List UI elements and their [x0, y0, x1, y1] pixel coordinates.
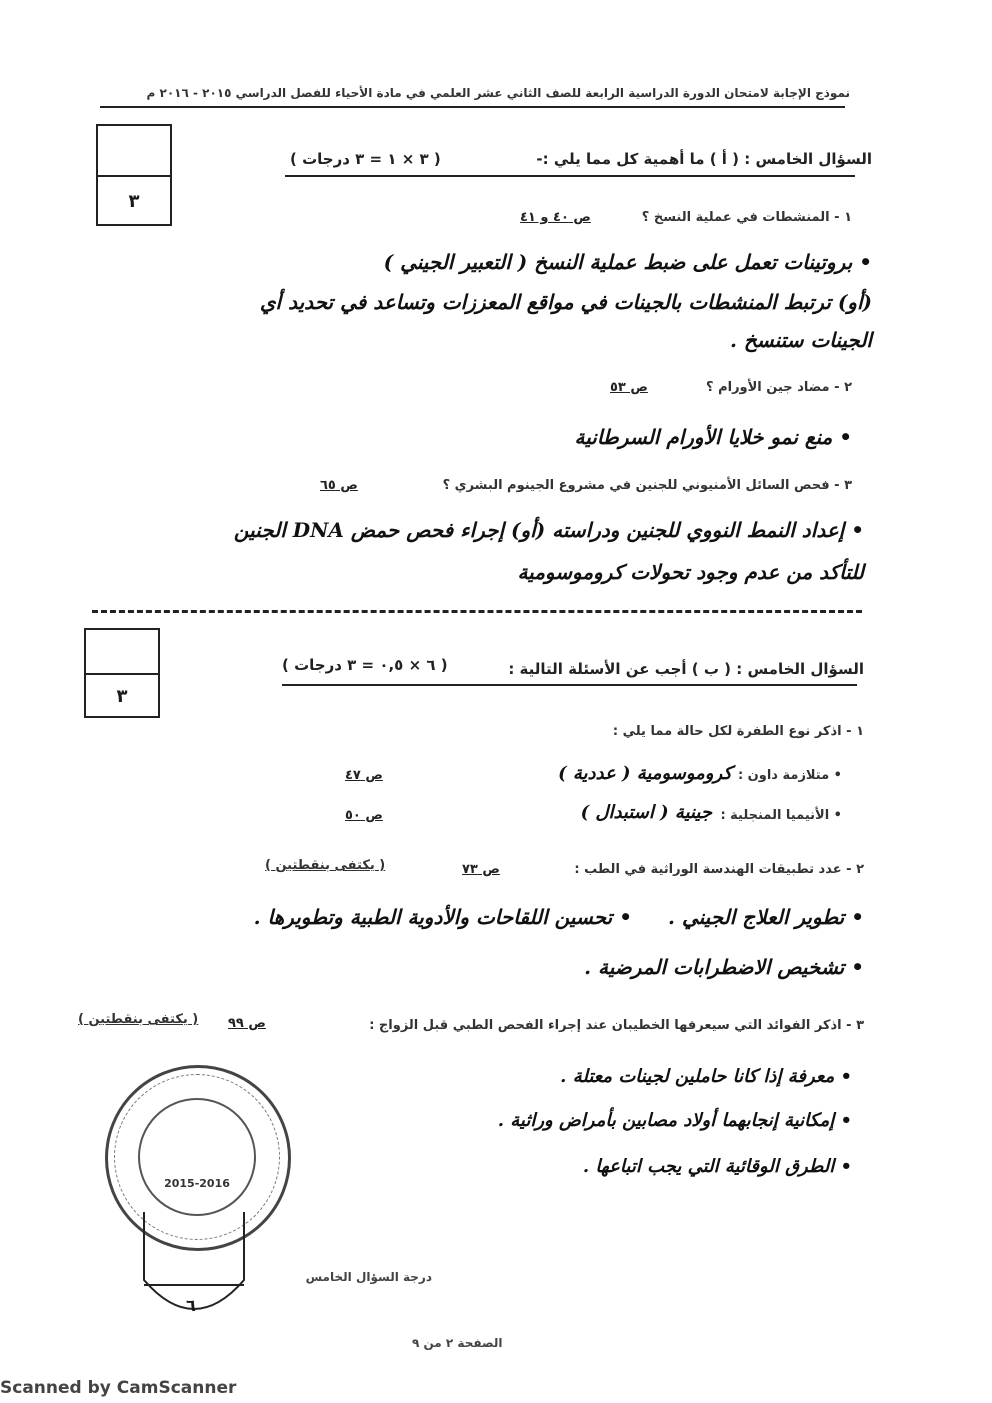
section-a-score-box [96, 124, 172, 226]
b1-item2-ref: ص ٥٠ [345, 808, 383, 823]
section-b-title-underline [282, 684, 857, 686]
section-b-score: ٣ [116, 686, 128, 707]
question-a2: ٢ - مضاد جين الأورام ؟ [706, 380, 852, 395]
page-number: الصفحة ٢ من ٩ [412, 1336, 503, 1350]
section-a-marks: ( ٣ × ١ = ٣ درجات ) [290, 150, 441, 168]
question-a3: ٣ - فحص السائل الأمنيوني للجنين في مشروع الجينوم البشري ؟ [442, 478, 852, 493]
answer-a3-line2: للتأكد من عدم وجود تحولات كروموسومية [517, 560, 864, 584]
answer-a1-line2: (أو) ترتبط المنشطات بالجينات في مواقع المعززات وتساعد في تحديد أي [259, 290, 872, 314]
b1-item1-ref: ص ٤٧ [345, 768, 383, 783]
question-b3-note: ( يكتفى بنقطتين ) [78, 1012, 199, 1027]
question-a1: ١ - المنشطات في عملية النسخ ؟ [641, 210, 852, 225]
answer-b2-line3: • تشخيص الاضطرابات المرضية . [584, 955, 864, 979]
b1-item1-label: • متلازمة داون : [737, 768, 842, 783]
question-a3-ref: ص ٦٥ [320, 478, 358, 493]
header-divider [100, 106, 845, 108]
section-b-title: السؤال الخامس : ( ب ) أجب عن الأسئلة التالية : [508, 660, 864, 678]
question-b2-ref: ص ٧٣ [462, 862, 500, 877]
document-header: نموذج الإجابة لامتحان الدورة الدراسية الرابعة للصف الثاني عشر العلمي في مادة الأحياء للفصل الدراسي ٢٠١٥ - ٢٠١٦ م [146, 86, 850, 100]
answer-b2-line2: • تحسين اللقاحات والأدوية الطبية وتطويرها . [253, 905, 632, 929]
question-a2-ref: ص ٥٣ [610, 380, 648, 395]
final-score-box [142, 1210, 246, 1340]
answer-a2: • منع نمو خلايا الأورام السرطانية [574, 425, 852, 449]
stamp-emblem [138, 1098, 256, 1216]
section-b-score-box [84, 628, 160, 718]
question-b3: ٣ - اذكر الفوائد التي سيعرفها الخطيبان عند إجراء الفحص الطبي قبل الزواج : [369, 1018, 864, 1033]
section-separator [92, 610, 862, 613]
stamp-year: 2015-2016 [164, 1177, 230, 1190]
question-b2-note: ( يكتفى بنقطتين ) [265, 858, 386, 873]
section-a-score: ٣ [128, 191, 140, 212]
final-score-value: ٦ [186, 1296, 196, 1315]
answer-a3-line1: • إعداد النمط النووي للجنين ودراسته (أو) إجراء فحص حمض DNA الجنين [233, 518, 864, 542]
answer-b3-line1: • معرفة إذا كانا حاملين لجينات معتلة . [560, 1066, 852, 1087]
question-b3-ref: ص ٩٩ [228, 1016, 266, 1031]
question-b2: ٢ - عدد تطبيقات الهندسة الوراثية في الطب : [574, 862, 864, 877]
final-score-outline [144, 1212, 244, 1309]
question-a1-ref: ص ٤٠ و ٤١ [520, 210, 591, 225]
question-b1: ١ - اذكر نوع الطفرة لكل حالة مما يلي : [612, 724, 864, 739]
b1-item2-answer: جينية ( استبدال ) [580, 802, 712, 823]
section-a-title: السؤال الخامس : ( أ ) ما أهمية كل مما يلي :- [536, 150, 872, 168]
section-b-marks: ( ٦ × ٠,٥ = ٣ درجات ) [282, 656, 448, 674]
b1-item1-answer: كروموسومية ( عددية ) [558, 763, 732, 784]
final-score-label: درجة السؤال الخامس [305, 1270, 432, 1284]
section-a-title-underline [285, 175, 855, 177]
score-box-empty-cell [86, 630, 158, 675]
answer-b3-line3: • الطرق الوقائية التي يجب اتباعها . [582, 1156, 852, 1177]
score-box-empty-cell [98, 126, 170, 177]
answer-a1-line3: الجينات ستنسخ . [729, 328, 872, 352]
b1-item2-label: • الأنيميا المنجلية : [720, 808, 842, 823]
scanner-watermark: Scanned by CamScanner [0, 1378, 237, 1398]
answer-a1-line1: • بروتينات تعمل على ضبط عملية النسخ ( التعبير الجيني ) [383, 250, 872, 274]
answer-b2-line1: • تطوير العلاج الجيني . [668, 905, 864, 929]
answer-b3-line2: • إمكانية إنجابهما أولاد مصابين بأمراض وراثية . [497, 1110, 852, 1131]
